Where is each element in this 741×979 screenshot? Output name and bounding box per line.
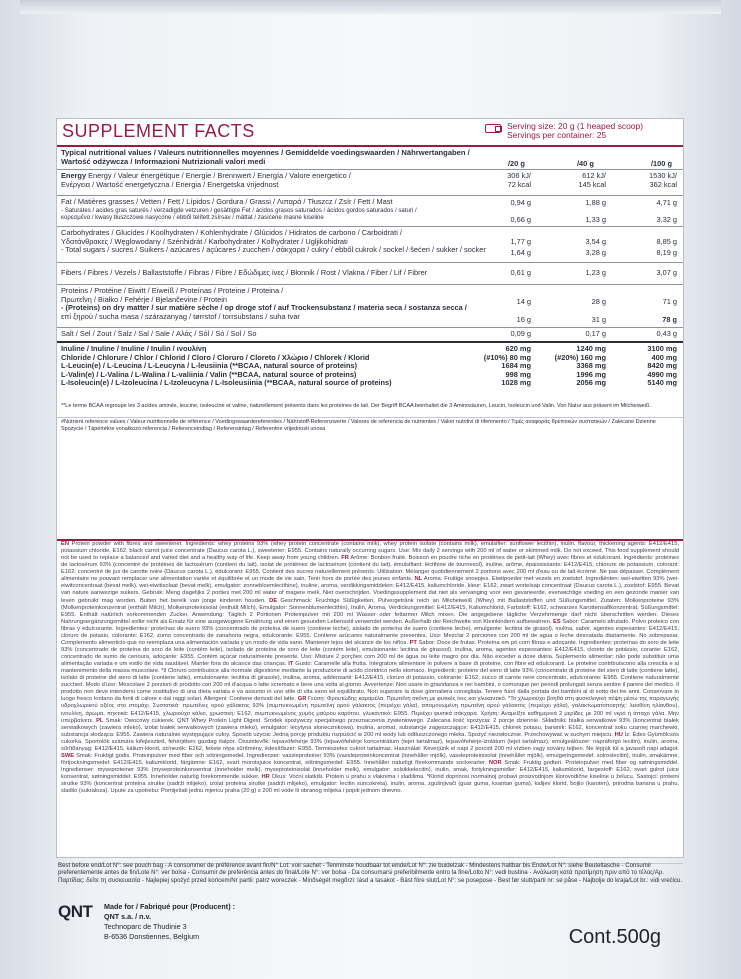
nrv-note: #Nutrient reference values / Valeur nutritionnelle de référence / Voedingswaardereferenties / Nährstoff-Referenzwerte / Valores de referencia de nutrientes / Valori nutritivi di riferimento / Τιμές αναφοράς θρεπτικών συστατικών / Zalecane Dzienne Spożycie / Tápértékre vonatkozó referencia / Referenceindtag / Referensintag / Referentne vrijednosti unosa: [61, 419, 656, 432]
row-label: Salt / Sel / Zout / Salz / Sal / Sale / Αλάς / Sól / Só / Sol / So: [61, 329, 257, 338]
company-name: QNT s.a. / n.v.: [104, 912, 151, 921]
table-row-fat: Fat / Matières grasses / Vetten / Fett / Lípidos / Gordura / Grassi / Λιπαρά / Tłuszcz / Zsír / Fett / Mast - Saturates / acides gras saturés / verzadigde vetzuren / gesättigte Fet / ácidos grasos saturados / ácidos gordos saturados / saturi / κορεσμένα / kwasy tłuszczowe nasycone / ebből telített zsírsav / mättat / zasićene masne kiseline 0,94 g 1,88 g 4,71 g 0,66 g 1,33 g 3,32 g: [57, 195, 683, 225]
column-header-20g: /20 g: [508, 159, 525, 168]
column-header-100g: /100 g: [651, 159, 672, 168]
table-row-energy: Energy Energy / Valeur énergétique / Energie / Brennwert / Energía / Valore energetico / Ενέργεια / Wartość energetyczna / Energia / Energetska vrijednost 306 kJ/ 72 kcal 612 kJ/ 145 kcal 1530 kJ/ 362 kcal: [57, 169, 683, 195]
servings-per-container: Servings per container: 25: [507, 130, 607, 140]
serving-info: [507, 122, 643, 140]
made-for-label: Made for / Fabriqué pour (Producent) :: [104, 902, 235, 911]
table-row-salt: Salt / Sel / Zout / Salz / Sal / Sale / Αλάς / Sól / Só / Sol / So 0,09 g 0,17 g 0,43 g: [57, 327, 683, 341]
supplement-facts-panel: [56, 118, 684, 858]
company-street: Technoparc de Thudinie 3: [104, 922, 187, 931]
row-label: Carbohydrates / Glucides / Koolhydraten / Kohlenhydrate / Glúcidos / Hidratos de carbono / Carboidrati / Υδατάνθρακες / Węglowodany / Szénhidrát / Karbohydrater / Kolhydrater / Ugljikohidrati - Total sugars / sucres / Suikers / azúcares / açúcares / zuccheri / σάκχαρα / cukry / ebből cukrok / sockel / šećeri / sukker / socker: [61, 228, 486, 255]
supplement-facts-title: SUPPLEMENT FACTS: [62, 121, 255, 141]
table-header: [61, 148, 501, 166]
scoop-icon: [485, 124, 501, 133]
qnt-logo: QNT: [58, 902, 93, 921]
table-header-line: Wartość odżywcza / Informazioni Nutrizionali valori medi: [61, 157, 266, 166]
row-label: Proteins / Protéine / Eiwitt / Eiweiß / Proteínas / Proteine / Proteina / Πρωτεΐνη / Białko / Fehérje / Bjelančevine / Protein - (Proteins) on dry matter / sur matière sèche / op droge stof / auf Trockensubstanz / materia seca / sostanza secca / επί ξηρού / sucha masa / szárazanyag / tørrstof / torrsubstans / suha tvar: [61, 286, 467, 321]
row-label: Fat / Matières grasses / Vetten / Fett / Lípidos / Gordura / Grassi / Λιπαρά / Tłuszcz / Zsír / Fett / Mast - Saturates / acides gras saturés / verzadigde vetzuren / gesättigte Fet / ácidos grasos saturados / ácidos gordos saturados / saturi / κορεσμένα / kwasy tłuszczowe nasycone / ebből telített zsírsav / mättat / zasićene masne kiseline: [61, 197, 417, 221]
table-header-line: Typical nutritional values / Valeurs nutritionnelles moyennes / Gemiddelde voedingswaarden / Nährwertangaben /: [61, 148, 470, 157]
ingredients-text: EN Protein powder with fibres and sweetener. Ingredients: whey proteins 93% (whey protein concentrate (contains milk), whey protein isolate (contains milk), emulsifier: sunflower lecithin), inulin, flavour, thickening agents: E412/E415, potassium chloride, E162, black carrot juice concentrate (Daucus carota L.), sweetener: E955. Contains naturally occurring sugars. Use: Mix daily 2 servings with 200 ml of water or skimmed milk. Do not exceed. This food supplement should not be used to replace a balanced and varied diet and a healthy way of life. Keep away from young children. FR Arôme: Bonbon fruité. Boisson en poudre riche en protéines de petit-lait (Whey) avec fibres et édulcorant. Ingrédients: protéines de lactosérum 93% (concentré de protéines de lactosérum (contient du lait), isolat de protéines de lactosérum (contient du lait), émulsifiant: lécithine de tournesol), inuline, arôme, épaississants: E412/E415, chlorure de potassium, colorant: E162, concentré de jus de carotte noire (Daucus carota L.), édulcorant: E955. Contient des sucres naturellement présents. Utilisation: Mélanger quotidiennement 2 portions avec 200 ml d'eau ou de lait écrémé. Ne pas dépasser. Complément alimentaire ne pouvant remplacer une alimentation variée et équilibrée et un mode de vie sain. Tenir hors de portée des jeunes enfants. NL Aroma: Fruitige snoepjes. Eiwitpoeder met vezels en zoetstof. Ingrediënten: wei-eiwitten 93% (wei-eiwitconcentraat (bevat melk), wei-eiwitisolaat (bevat melk), emulgator: zonnebloemlecithine), inuline, aroma, verdikkingsmiddelen: E412/E415, kaliumchloride, kleur: E162, zwart wortelsap concentraat (Daucus carota L.), zoetstof: E955. Bevat van nature aanwezige suikers. Gebruik: Meng dagelijks 2 porties met 200 ml water of magere melk. Niet overschrijden. Voedingssupplement dat niet als vervanging voor een gevarieerde, evenwichtige voeding en een gezonde manier van leven gebruikt mag worden. Buiten het bereik van jonge kinderen houden. DE Geschmack: Fruchtige Süßigkeiten. Pulvergetränk reich an Milcheiweiß (Whey) mit Ballaststoffen und Süßungsmittel. Zutaten: Molkenproteine 93% (Molkenproteinkonzentrat (enthält Milch), Molkenproteinisolat (enthält Milch), Emulgator: Sonnenblumenlecithin), Inulin, Aroma, Verdickungsmittel: E412/E415, Kaliumchlorid, Farbstoff: E162, schwarzes Karottensaftkonzentrat, Süßungsmittel: E955. Enthält natürlich vorkommenden Zucker. Anwendung: Täglich 2 Portionen Proteinpulver mit 200 ml Wasser oder fettarmer Milch mixen. Die angegebene tägliche Verzehrmenge darf nicht überschritten werden. Dieses Nahrungsergänzungsmittel sollte nicht als Ersatz für eine ausgewogene Ernährung und einen gesunden Lebensstil verwendet werden. Außerhalb der Reichweite von Kleinkindern aufbewahren. ES Sabor: Caramelo afrutado. Polvo proteico con fibras y edulcorante. Ingredientes: proteínas de suero 93% (concentrado de proteína de suero (contiene leche), aislado de proteína de suero (contiene leche), emulgente: lecitina de girasol), inulina, sabor, agentes espesantes: E412/E415, cloruro de potasio, colorante: E162, zumo concentrado de zanahoria negra, edulcorante: E955. Contiene azúcares naturalmente presentes. Uso: Mezclar 2 porciones con 200 ml de agua o leche desnatada diariamente. No sobrepasar. Complemento alimenticio que no reemplaza una alimentación variada y un modo de vida sano. Mantener lejos del alcance de los niños. PT Sabor: Doce de frutas. Proteína em pó com fibras e adoçante. Ingredientes: proteínas do soro de leite 93% (concentrado de proteína do soro de leite (contém leite), isolado de proteína de soro de leite (contém leite), emulsionante: lecitina de girassol), inulina, aroma, agentes espessantes: E412/E415, cloreto de potássio, corante: E162, concentrado de sumo de cenoura, adoçante: E955. Contém açúcar naturalmente presente. Uso: Misture 2 porções com 200 ml de água ou leite magro por dia. Não exceder a dose diária. Suplemento alimentar; não pode substituir uma alimentação variada e um estilo de vida saudável. Manter fora do alcance das crianças. IT Gusto: Caramelle alla frutta. Integratore alimentare in polvere a base di proteine, con fibre ed edulcoranti. Le proteine contribuiscono alla crescita e al mantenimento della massa muscolare. *Il Cloruro contribuisce alla normale digestione mediante la produzione di acido cloridrico nello stomaco. Ingredienti: proteine del siero di latte 93% (concentrato di proteine del siero di latte (contiene latte), isolato di proteine del siero di latte (contiene latte), emulsionante: lecitina di girasole), inulina, aroma, addensanti: E412/E415, cloruro di potassio, colorante: E162, succo di carote nere concentrato, edulcorante: E955. Contiene naturalmente zuccheri. Modo d'uso: Mescolare 2 porzioni di prodotto con 200 ml d'acqua o latte scremato e bere una volta al giorno. Avvertenze: Non usare in gravidanza e nei bambini, o comunque per periodi prolungati senza sentire il parere del medico. Il prodotto non deve intendersi come sostitutivo di una dieta variata e va assunto in uno stile di vita sano ed equilibrato. Non superare la dose giornaliera consigliata. Tenere fuori dalla portata dei bambini al di sotto dei tre anni. Conservare in luogo fresco lontano da fonti di calore e dai raggi solari. Allergeni: Contiene derivati del latte. GR Γεύση: Φρουτώδης καραμέλα. Πρωτεΐνη σκόνη με φυτικές ίνες και γλυκαντικό. *Το χλωριούχο βοηθά στη φυσιολογική πέψη μέσω της παραγωγής υδροχλωρικού οξέος στο στομάχι. Συστατικά: πρωτεΐνες ορού γάλακτος 93% (συμπυκνωμένη πρωτεΐνη ορού γάλακτος (περιέχει γάλα), απομονωμένη πρωτεΐνη ορού γάλακτος (περιέχει γάλα), γαλακτωματοποιητής: λεκιθίνη ηλίανθου), ινουλίνη, άρωμα, πηκτικά: E412/E415, χλωριούχο κάλιο, χρωστική: E162, συμπυκνωμένος χυμός μαύρου καρότου, γλυκαντικό: E955. Περιέχει φυσικά σάκχαρα. Χρήση: Αναμείξτε καθημερινά 2 μερίδες με 200 ml νερό ή άπαχο γάλα. Μην υπερβαίνετε. PL Smak: Owocowy cukierek. QNT Whey Protein Light Digest. Środek spożywczy specjalnego przeznaczenia żywieniowego. Zalecana ilość spożycia: 2 porcje dziennie. Składniki: białka serwatkowe 93% (koncentrat białek serwatkowych (zawiera mleko), izolat białek serwatkowych (zawiera mleko), emulgator: lecytyna słonecznikowa), inulina, aromat, substancje zagęszczające: E412/E415, chlorek potasu, barwnik: E162, koncentrat soku czarnej marchewki, substancja słodząca: E955. Zawiera naturalnie występujące cukry. Sposób użycia: Jedną porcję produktu rozpuścić w 200 ml wody lub odtłuszczonego mleka. Spożyć niezwłocznie. Przechowywać w suchym miejscu. HU Íz: Édes Gyümölcsös cukorka. Sportolók számára kifejlesztett, fehérjében gazdag italpor. Összetevők: tejsavófehérje 93% (tejsavófehérje koncentrátum (tejet tartalmaz), tejsavófehérje-izolátum (tejet tartalmaz), emulgeálószer: napraforgó lecitin), inulin, aroma, sűrítőanyag: E412/E415, kálium-klorid, színezék: E162, fekete répa sűrítmény, édesítőszer: E955. Természetes cukrot tartalmaz. Használat: Keverjünk el napi 2 porciót 200 ml vízben vagy sovány tejben. Ne lépjük túl a javasolt napi adagot. SWE Smak: Fruktigt godis. Proteinpulver med fiber och sötningsmedel. Ingredienser: vassleproteiner 93% (vassleproteinkoncentrat (innehåller mjölk), vassleproteinisolat (innehåller mjölk), emulgeringsmedel: solroslecitin), inulin, smakämne, förtjockningsmedel: E412/E415, kaliumklorid, färgämne: E162, svart morotsjuice koncentrat, sötningsmedel: E955. Innehåller naturligt förekommande sockerarter. NOR Smak: Fruktig godteri. Proteinpulver med fiber og søtningsmiddel. Ingredienser: myseproteiner 93% (myseproteinkonsentrat (inneholder melk), myseproteinisolat (inneholder melk), emulgator: solsikkelecitin), inulin, smak, fortykningsmidler: E412/E415, kaliumklorid, fargestoff: E162, svart gulrot juice konsentrat, søtningsmiddel: E955. Inneholder naturlig forekommende sukker. HR Okus: Voćni slatkiši. Protein u prahu s vlaknima i sladilima. *Klorid doprinosi normalnoj probavi proizvodnjom klorovodične kiseline u želucu. Sastojci: proteini sirutke 93% (koncentrat proteina sirutke (sadrži mlijeko), izolat proteina sirutke (sadrži mlijeko), emulgator: lecitin suncokreta), inulin, aroma, zgušnjivači (guar guma, ksantan guma), kalijev klorid, bojilo (karoten), prirodna banana u prahu, sladilo (sukraloza). Upute za upotrebu: Pomiješati jednu mjericu praha (20 g) s 200 ml vode ili obranog mlijeka i popiti jednom dnevno.: [61, 541, 679, 795]
table-row-carbohydrates: Carbohydrates / Glucides / Koolhydraten / Kohlenhydrate / Glúcidos / Hidratos de carbono / Carboidrati / Υδατάνθρακες / Węglowodany / Szénhidrát / Karbohydrater / Kolhydrater / Ugljikohidrati - Total sugars / sucres / Suikers / azúcares / açúcares / zuccheri / σάκχαρα / cukry / ebből cukrok / sockel / šećeri / sukker / socker 1,77 g 3,54 g 8,85 g 1,64 g 3,28 g 8,19 g: [57, 226, 683, 262]
row-label: Fibers / Fibres / Vezels / Ballaststoffe / Fibras / Fibre / Εδώδιμες ίνες / Błonnik / Rost / Vlakna / Fiber / Lif / Fibrer: [61, 268, 428, 277]
bcaa-note: **Le terme BCAA regroupe les 3 acides aminés, leucine, isoleucine et valine, naturellement présents dans les protéines de lait. Der Begriff BCAA beinhaltet die 3 Aminosäuren, Leucin, Isoleucin und Valin. Von Natur aus präsent im Milcheiweiß.: [61, 403, 651, 409]
table-row-protein: Proteins / Protéine / Eiwitt / Eiweiß / Proteínas / Proteine / Proteina / Πρωτεΐνη / Białko / Fehérje / Bjelančevine / Protein - (Proteins) on dry matter / sur matière sèche / op droge stof / auf Trockensubstanz / materia seca / sostanza secca / επί ξηρού / sucha masa / szárazanyag / tørrstof / torrsubstans / suha tvar 14 g 28 g 71 g 16 g 31 g 78 g: [57, 284, 683, 327]
company-city: B-6536 Donstiennes, Belgium: [104, 932, 200, 941]
supplement-facts-header: [57, 119, 683, 147]
table-row-micronutrients: Inuline / Inuline / Inuline / Inulin / ινουλίνη Chloride / Chlorure / Chlor / Chlorid / Cloro / Cloruro / Cloreto / Χλώριο / Chlorek / Klorid L-Leucin(e) / L-Leucina / L-Leucyna / L-leusiinia (**BCAA, natural source of proteins) L-Valin(e) / L-Valina / L-Walina / L-valiinia / Valin (**BCAA, natural source of proteins) L-Isoleucin(e) / L-Izoleucina / L-Izoleucyna / L-Isoleusiinia (**BCAA, natural source of proteins) 620 mg (#10%) 80 mg 1684 mg 998 mg 1028 mg 1240 mg (#20%) 160 mg 3368 mg 1996 mg 2056 mg 3100 mg 400 mg 8420 mg 4990 mg 5140 mg: [57, 341, 683, 401]
manufacturer-info: [104, 902, 235, 942]
serving-size: Serving size: 20 g (1 heaped scoop): [507, 121, 644, 131]
column-header-40g: /40 g: [577, 159, 594, 168]
best-before-text: Best before end/Lot N°: see pouch bag - A consommer de préférence avant fin/N° Lot: voir sachet - Tenminste houdbaar tot einde/Lot N°: zie buidelzak - Mindestens haltbar bis Ende/Lot N°: siehe Beuteltasche - Consumir preferentemente antes de fin/Lote N°: ver bolsa - Consumir de preferência antes do final/Lote N°: ver bolsa - Da consumarsi preferibilmente entro la fine/Lotto N°: vedi bustina - Ανάλωση κατά προτίμηση πριν από το τέλος/Αρ. Παρτίδας: δείτε τη συσκευασία - Najlepiej spożyć przed końcem/Nr partii: patrz woreczek - Minőségét megőrzi: lásd a tasakot - Bäst före slut/Lot N°: se posepose - Best før slutt/parti nr: se påse - Najbolje do kraja/Lot br.: vidi vrećicu.: [58, 862, 683, 884]
net-weight: Cont.500g: [568, 926, 661, 948]
row-label: Inuline / Inuline / Inuline / Inulin / ινουλίνη Chloride / Chlorure / Chlor / Chlorid / Cloro / Cloruro / Cloreto / Χλώριο / Chlorek / Klorid L-Leucin(e) / L-Leucina / L-Leucyna / L-leusiinia (**BCAA, natural source of proteins) L-Valin(e) / L-Valina / L-Walina / L-valiinia / Valin (**BCAA, natural source of proteins) L-Isoleucin(e) / L-Izoleucina / L-Izoleucyna / L-Isoleusiinia (**BCAA, natural source of proteins): [61, 344, 392, 388]
table-row-fibres: Fibers / Fibres / Vezels / Ballaststoffe / Fibras / Fibre / Εδώδιμες ίνες / Błonnik / Rost / Vlakna / Fiber / Lif / Fibrer 0,61 g 1,23 g 3,07 g: [57, 262, 683, 284]
row-label: Energy Energy / Valeur énergétique / Energie / Brennwert / Energía / Valore energetico / Ενέργεια / Wartość energetyczna / Energia / Energetska vrijednost: [61, 171, 351, 189]
